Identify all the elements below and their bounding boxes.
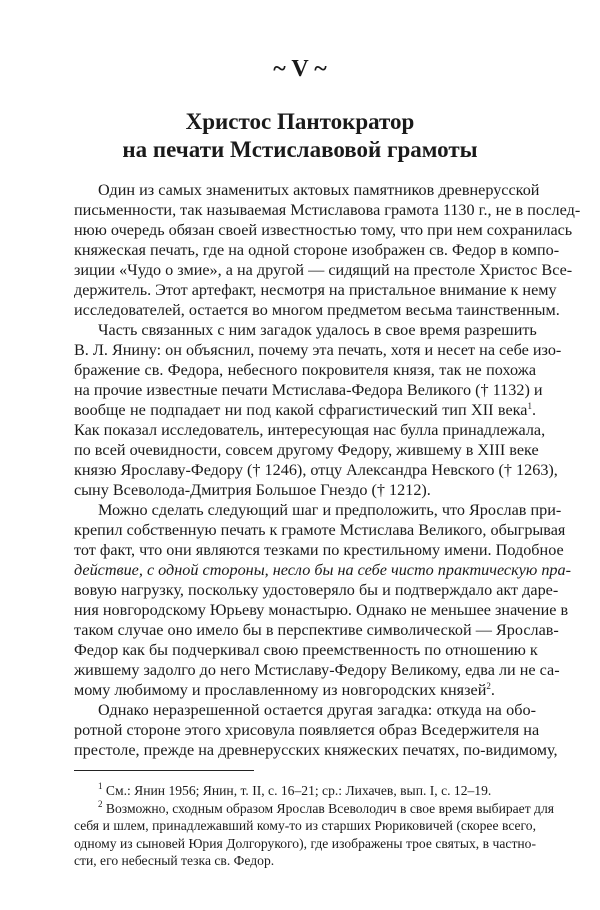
punctuation: .	[490, 681, 495, 699]
text-line	[74, 440, 539, 460]
text-line	[74, 300, 560, 320]
line-text: Можно сделать следующий шаг и предположить, что Ярослав при-	[98, 501, 562, 519]
line-text: таком случае оно имело бы в перспективе символической — Ярослав-	[74, 621, 559, 639]
line-text: нюю очередь обязан своей известностью тому, что при нем сохранилась	[74, 221, 573, 239]
footnote-text: См.: Янин 1956; Янин, т. II, с. 16–21; ср.: Лихачев, вып. I, с. 12–19.	[105, 783, 492, 798]
text-line	[74, 280, 557, 300]
body-text	[74, 180, 581, 760]
text-line	[74, 460, 558, 480]
chapter-title	[0, 108, 600, 164]
text-line	[74, 620, 559, 640]
text-line	[74, 320, 536, 340]
line-text: Один из самых знаменитых актовых памятников древнерусской	[98, 181, 540, 199]
footnote-text: себя и шлем, принадлежавший кому-то из старших Рюриковичей (скорее всего,	[74, 818, 536, 833]
line-text: вовую нагрузку, поскольку удостоверяло бы и подтверждало акт даре-	[74, 581, 559, 599]
text-line	[74, 540, 564, 560]
line-text: тот факт, что они являются тезками по крестильному имени. Подобное	[74, 541, 564, 559]
footnote-line	[74, 835, 536, 853]
line-text: исследователей, остается во многом предметом весьма таинственным.	[74, 301, 560, 319]
line-text: ротной стороне этого хрисовула появляется образ Вседержителя на	[74, 721, 540, 739]
line-text: престоле, прежде на древнерусских княжеских печатях, по-видимому,	[74, 741, 558, 759]
footnote-text: Возможно, сходным образом Ярослав Всеволодич в свое время выбирает для	[105, 800, 555, 816]
title-line: Христос Пантократор	[185, 109, 415, 134]
line-text: мому любимому и прославленному из новгородских князей	[74, 681, 487, 699]
footnote-divider	[74, 770, 254, 771]
text-line	[74, 400, 536, 420]
line-text: крепил собственную печать к грамоте Мстислава Великого, обыгрывая	[74, 521, 566, 539]
text-line	[74, 740, 558, 760]
footnote-line	[74, 817, 536, 835]
text-line	[74, 600, 569, 620]
text-line	[74, 200, 581, 220]
line-text: по всей очевидности, совсем другому Федору, жившему в XIII веке	[74, 441, 539, 459]
paragraph	[74, 180, 581, 320]
text-line	[74, 180, 540, 200]
text-line	[74, 720, 540, 740]
footnote-line	[74, 852, 536, 870]
line-text: князю Ярославу-Федору († 1246), отцу Александра Невского († 1263),	[74, 461, 558, 479]
line-text: ния новгородскому Юрьеву монастырю. Однако не меньшее значение в	[74, 601, 569, 619]
text-line	[74, 520, 566, 540]
punctuation: .	[531, 401, 536, 419]
line-text: В. Л. Янину: он объяснил, почему эта печать, хотя и несет на себе изо-	[74, 341, 562, 359]
text-line	[74, 220, 573, 240]
text-line	[74, 580, 559, 600]
footnote-ref[interactable]: 2	[486, 681, 491, 691]
text-line	[74, 640, 536, 660]
text-line	[74, 480, 536, 500]
line-text: Федор как бы подчеркивал свою преемственность по отношению к	[74, 641, 538, 659]
text-line	[74, 380, 543, 400]
text-line	[74, 340, 562, 360]
line-text: действие, с одной стороны, несло бы на себе чисто практическую пра-	[74, 561, 571, 579]
line-text: сыну Всеволода-Дмитрия Большое Гнездо († 1212).	[74, 481, 431, 499]
line-text: письменности, так называемая Мстиславова грамота 1130 г., не в послед-	[74, 201, 581, 219]
footnotes	[74, 781, 555, 870]
text-line	[74, 240, 560, 260]
paragraph	[74, 320, 562, 500]
footnote-line	[74, 798, 555, 818]
line-text: Как показал исследователь, интересующая нас булла принадлежала,	[74, 421, 546, 439]
line-text: зиции «Чудо о змие», а на другой — сидящий на престоле Христос Все-	[74, 261, 573, 279]
line-text: держитель. Этот артефакт, несмотря на пристальное внимание к нему	[74, 281, 557, 299]
line-text: княжеская печать, где на одной стороне изображен св. Федор в компо-	[74, 241, 560, 259]
text-line	[74, 500, 562, 520]
footnote-line	[74, 782, 536, 800]
line-text: вообще не подпадает ни под какой сфрагистический тип XII века	[74, 401, 528, 419]
text-line	[74, 360, 536, 380]
line-text: жившему задолго до него Мстиславу-Федору Великому, едва ли не са-	[74, 661, 560, 679]
text-line	[74, 560, 571, 580]
line-text: Часть связанных с ним загадок удалось в свое время разрешить	[98, 321, 537, 339]
footnote-number: 2	[98, 798, 103, 809]
text-line	[74, 260, 573, 280]
paragraph	[74, 700, 558, 760]
footnote-ref[interactable]: 1	[527, 401, 532, 411]
text-line	[74, 660, 560, 680]
footnote-text: одному из сыновей Юрия Долгорукого), где изображены трое святых, в частно-	[74, 835, 536, 851]
text-line	[74, 700, 536, 720]
line-text: бражение св. Федора, небесного покровителя князя, так не похожа	[74, 361, 536, 379]
title-line: на печати Мстиславовой грамоты	[122, 137, 478, 162]
line-text: Однако неразрешенной остается другая загадка: откуда на обо-	[98, 701, 536, 719]
chapter-number: ~ V ~	[273, 56, 327, 82]
text-line	[74, 420, 546, 440]
paragraph	[74, 500, 571, 700]
text-line	[74, 680, 536, 700]
footnote-number: 1	[98, 781, 103, 791]
footnote-text: сти, его небесный тезка св. Федор.	[74, 853, 275, 868]
line-text: на прочие известные печати Мстислава-Федора Великого († 1132) и	[74, 381, 543, 399]
